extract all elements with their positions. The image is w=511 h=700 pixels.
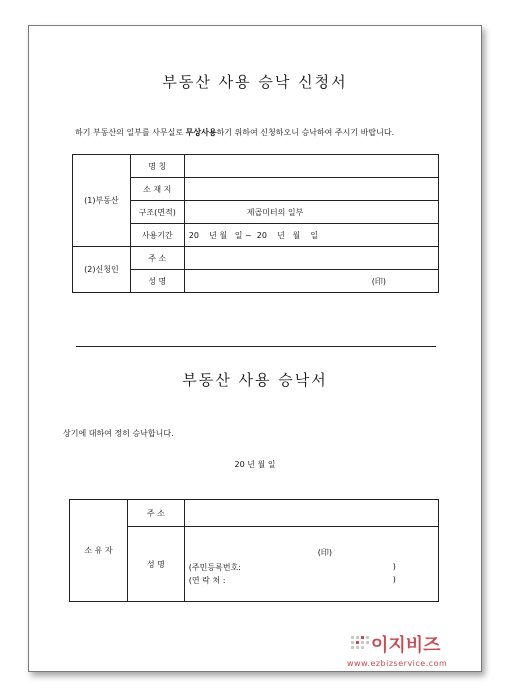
applicant-name-label: 성 명 (130, 270, 184, 293)
approval-text: 상기에 대하여 정히 승낙합니다. (63, 429, 174, 438)
period-field[interactable] (184, 224, 438, 247)
period-value: 20 년 월 일 ~ 20 년 월 일 (188, 230, 319, 240)
structure-value: 제곱미터의 일부 (246, 207, 304, 217)
approval-table (69, 499, 439, 602)
applicant-label: (2)신청인 (73, 247, 131, 293)
logo-brand: 이지비즈 (371, 635, 441, 656)
name-field[interactable] (184, 155, 438, 178)
request-title: 부동산 사용 승낙 신청서 (162, 73, 348, 91)
contact-close: ) (392, 575, 396, 584)
applicant-seal: (印) (371, 276, 386, 286)
location-field[interactable] (184, 178, 438, 201)
document-page (28, 25, 482, 672)
table-row (73, 247, 439, 270)
structure-field[interactable] (184, 201, 438, 224)
logo-url: www.ezbizservice.com (347, 659, 448, 668)
table-row (70, 500, 439, 527)
contact-label: (연 락 처 : (188, 576, 226, 585)
applicant-address-field[interactable] (184, 247, 438, 270)
owner-name-field[interactable] (184, 527, 438, 602)
approval-title: 부동산 사용 승낙서 (182, 371, 328, 389)
request-table (72, 154, 439, 293)
period-label: 사용기간 (130, 224, 184, 247)
owner-address-label: 주 소 (127, 500, 184, 527)
brand-logo (345, 633, 485, 673)
table-row (73, 155, 439, 178)
owner-name-label: 성 명 (127, 527, 184, 602)
structure-label: 구조(면적) (130, 201, 184, 224)
applicant-address-label: 주 소 (130, 247, 184, 270)
name-label: 명 칭 (130, 155, 184, 178)
property-label: (1)부동산 (73, 155, 131, 247)
request-intro: 하기 부동산의 일부를 사무실로 무상사용하기 위하여 신청하오니 승낙하여 주시기 바랍니다. (75, 128, 395, 137)
reg-no-close: ) (392, 562, 396, 571)
owner-seal: (印) (317, 548, 333, 557)
owner-address-field[interactable] (184, 500, 438, 527)
applicant-name-field[interactable] (184, 270, 438, 293)
free-use-emphasis: 무상사용 (185, 128, 217, 137)
section-divider (76, 346, 436, 347)
logo-dots-icon (351, 636, 371, 650)
approval-date: 20 년 월 일 (234, 460, 276, 469)
location-label: 소 재 지 (130, 178, 184, 201)
owner-label: 소 유 자 (70, 500, 128, 602)
reg-no-label: (주민등록번호: (188, 563, 241, 572)
